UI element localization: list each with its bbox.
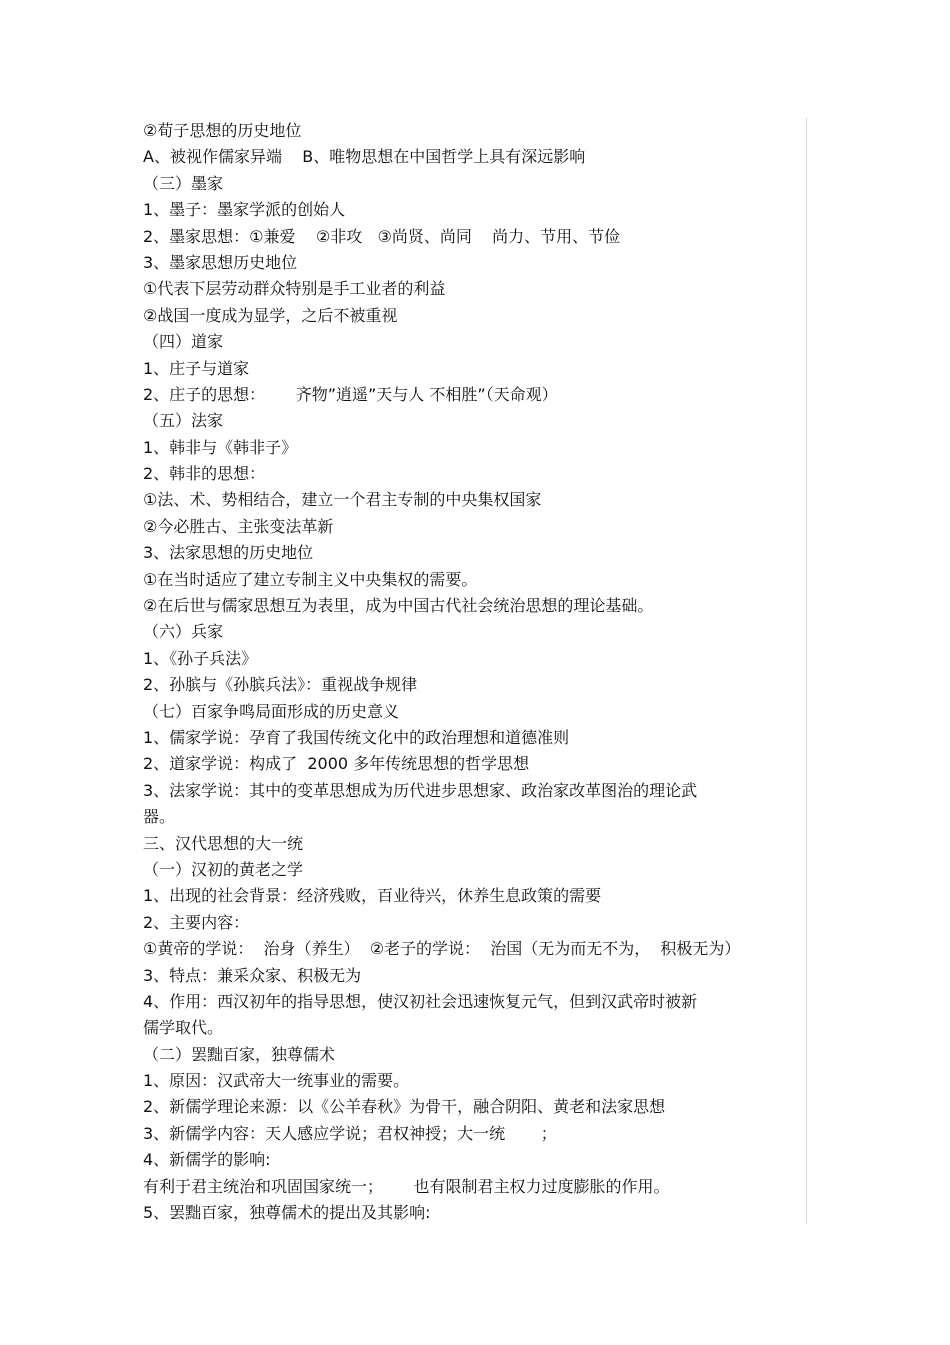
text-line: 2、孙膑与《孙膑兵法》：重视战争规律 (143, 675, 418, 695)
text-line: 2、新儒学理论来源：以《公羊春秋》为骨干，融合阴阳、黄老和法家思想 (143, 1097, 666, 1117)
text-line: 3、新儒学内容：天人感应学说；君权神授；大一统 ； (143, 1123, 557, 1143)
text-line: 2、韩非的思想： (143, 464, 266, 484)
text-line: 1、韩非与《韩非子》 (143, 437, 298, 457)
text-line: 3、法家思想的历史地位 (143, 543, 314, 563)
text-line: 1、儒家学说：孕育了我国传统文化中的政治理想和道德准则 (143, 727, 570, 747)
text-line: 3、法家学说：其中的变革思想成为历代进步思想家、政治家改革图治的理论武 (143, 780, 698, 800)
section-heading: （五）法家 (143, 411, 224, 431)
text-line: 4、作用：西汉初年的指导思想，使汉初社会迅速恢复元气，但到汉武帝时被新 (143, 991, 698, 1011)
section-heading: （三）墨家 (143, 173, 224, 193)
text-line: 1、庄子与道家 (143, 358, 250, 378)
text-line: ②荀子思想的历史地位 (143, 121, 302, 140)
section-heading: （七）百家争鸣局面形成的历史意义 (143, 701, 400, 721)
section-heading: （六）兵家 (143, 622, 224, 642)
page-right-border (806, 118, 807, 1224)
text-line: ①法、术、势相结合，建立一个君主专制的中央集权国家 (143, 490, 542, 510)
text-line: 2、庄子的思想： 齐物”逍遥”天与人 不相胜”（天命观） (143, 384, 558, 404)
text-line: ①在当时适应了建立专制主义中央集权的需要。 (143, 569, 478, 589)
text-line: 有利于君主统治和巩固国家统一； 也有限制君主权力过度膨胀的作用。 (143, 1176, 670, 1196)
text-line: A、被视作儒家异端 B、唯物思想在中国哲学上具有深远影响 (143, 147, 586, 167)
text-line: 2、墨家思想：①兼爱 ②非攻 ③尚贤、尚同 尚力、节用、节俭 (143, 226, 621, 246)
text-line: 3、特点：兼采众家、积极无为 (143, 965, 362, 985)
text-line: ②今必胜古、主张变法革新 (143, 516, 334, 536)
document-body (143, 118, 803, 1226)
text-line: ②在后世与儒家思想互为表里，成为中国古代社会统治思想的理论基础。 (143, 596, 654, 616)
section-heading: （二）罢黜百家，独尊儒术 (143, 1044, 336, 1064)
text-line: 1、墨子：墨家学派的创始人 (143, 200, 346, 220)
text-line: 4、新儒学的影响: (143, 1150, 271, 1170)
text-line: 1、《孙子兵法》 (143, 648, 258, 668)
text-line: 5、罢黜百家，独尊儒术的提出及其影响: (143, 1203, 431, 1223)
text-line: ①黄帝的学说： 治身（养生） ②老子的学说： 治国（无为而无不为， 积极无为） (143, 939, 741, 959)
text-line: 儒学取代。 (143, 1018, 224, 1038)
text-line: 1、出现的社会背景：经济残败，百业待兴，休养生息政策的需要 (143, 886, 602, 906)
section-heading: （一）汉初的黄老之学 (143, 859, 304, 879)
text-line: 2、主要内容： (143, 912, 250, 932)
section-heading: （四）道家 (143, 332, 224, 352)
text-line: ①代表下层劳动群众特别是手工业者的利益 (143, 279, 446, 299)
text-line: 3、墨家思想历史地位 (143, 252, 298, 272)
text-line: 器。 (143, 807, 176, 827)
text-line: ②战国一度成为显学，之后不被重视 (143, 305, 398, 325)
text-line: 2、道家学说：构成了 2000 多年传统思想的哲学思想 (143, 754, 530, 774)
chapter-heading: 三、汉代思想的大一统 (143, 833, 304, 853)
text-line: 1、原因：汉武帝大一统事业的需要。 (143, 1071, 410, 1091)
